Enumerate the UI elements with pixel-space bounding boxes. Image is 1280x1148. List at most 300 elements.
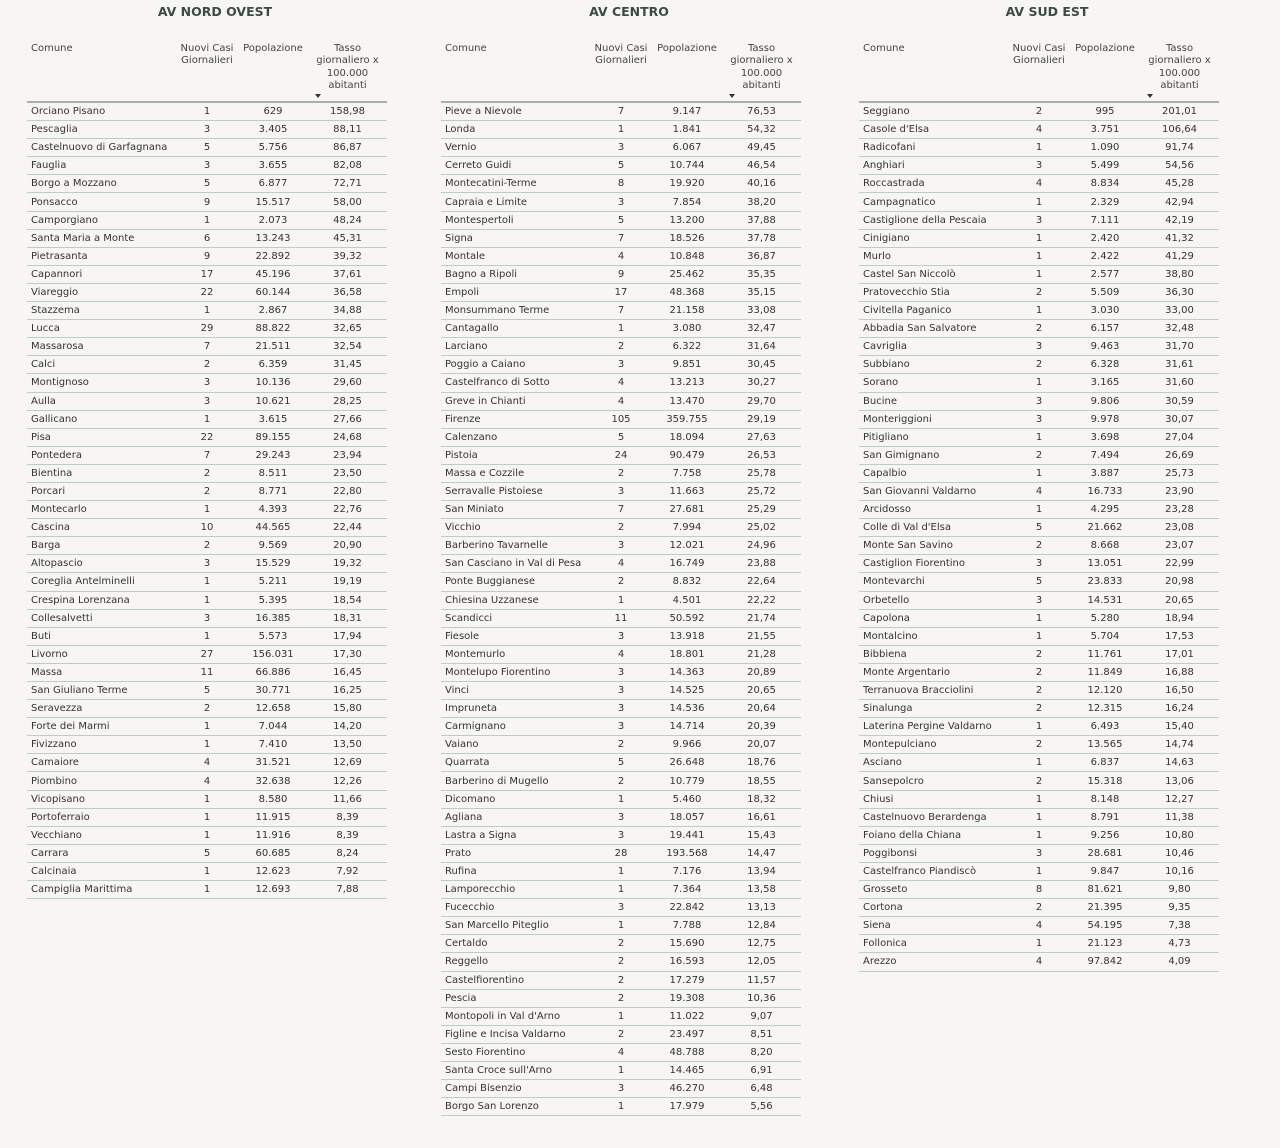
cell-rate: 8,24 xyxy=(308,844,387,862)
cell-cases: 4 xyxy=(590,645,652,663)
table-row xyxy=(27,808,387,826)
cell-rate: 15,40 xyxy=(1140,718,1219,736)
cell-cases: 5 xyxy=(176,175,238,193)
cell-cases: 28 xyxy=(590,844,652,862)
cell-rate: 17,01 xyxy=(1140,645,1219,663)
table-body xyxy=(27,102,387,899)
table-row xyxy=(27,265,387,283)
cell-cases: 3 xyxy=(1008,410,1070,428)
cell-comune: Pistoia xyxy=(441,446,590,464)
column-header-comune[interactable]: Comune xyxy=(441,24,590,102)
table-row xyxy=(441,881,801,899)
column-header-comune[interactable]: Comune xyxy=(27,24,176,102)
sort-down-icon[interactable] xyxy=(1147,94,1153,98)
cell-population: 14.525 xyxy=(652,682,722,700)
table-row xyxy=(441,609,801,627)
cell-comune: Laterina Pergine Valdarno xyxy=(859,718,1008,736)
cell-cases: 1 xyxy=(1008,627,1070,645)
table-row xyxy=(441,555,801,573)
cell-rate: 72,71 xyxy=(308,175,387,193)
cell-population: 9.978 xyxy=(1070,410,1140,428)
cell-rate: 11,38 xyxy=(1140,808,1219,826)
column-header-rate[interactable] xyxy=(308,24,387,102)
cell-comune: Camaiore xyxy=(27,754,176,772)
cell-comune: Colle di Val d'Elsa xyxy=(859,519,1008,537)
cell-comune: Castelfranco di Sotto xyxy=(441,374,590,392)
cell-cases: 1 xyxy=(176,790,238,808)
cell-cases: 4 xyxy=(1008,121,1070,139)
sort-down-icon[interactable] xyxy=(315,94,321,98)
cell-rate: 12,84 xyxy=(722,917,801,935)
table-row xyxy=(859,102,1219,121)
cell-rate: 25,73 xyxy=(1140,464,1219,482)
cell-population: 46.270 xyxy=(652,1080,722,1098)
table-row xyxy=(859,193,1219,211)
cell-cases: 5 xyxy=(590,211,652,229)
cell-rate: 23,07 xyxy=(1140,537,1219,555)
cell-cases: 3 xyxy=(1008,157,1070,175)
cell-rate: 22,22 xyxy=(722,591,801,609)
cell-comune: Montecatini-Terme xyxy=(441,175,590,193)
cell-rate: 18,32 xyxy=(722,790,801,808)
table-row xyxy=(859,899,1219,917)
cell-comune: Borgo San Lorenzo xyxy=(441,1098,590,1116)
cell-rate: 23,90 xyxy=(1140,482,1219,500)
cell-comune: San Casciano in Val di Pesa xyxy=(441,555,590,573)
cell-cases: 1 xyxy=(590,881,652,899)
table-row xyxy=(859,790,1219,808)
cell-rate: 33,08 xyxy=(722,302,801,320)
cell-population: 15.529 xyxy=(238,555,308,573)
cell-population: 14.363 xyxy=(652,663,722,681)
cell-population: 5.509 xyxy=(1070,283,1140,301)
table-row xyxy=(441,682,801,700)
cell-comune: Poggio a Caiano xyxy=(441,356,590,374)
cell-cases: 2 xyxy=(176,700,238,718)
table-row xyxy=(859,211,1219,229)
cell-rate: 31,45 xyxy=(308,356,387,374)
cell-rate: 16,24 xyxy=(1140,700,1219,718)
cell-population: 2.073 xyxy=(238,211,308,229)
cell-population: 12.658 xyxy=(238,700,308,718)
cell-population: 21.123 xyxy=(1070,935,1140,953)
table-row xyxy=(27,338,387,356)
cell-rate: 30,59 xyxy=(1140,392,1219,410)
cell-population: 9.463 xyxy=(1070,338,1140,356)
cell-rate: 16,25 xyxy=(308,682,387,700)
cell-rate: 16,61 xyxy=(722,808,801,826)
cell-population: 9.966 xyxy=(652,736,722,754)
cell-cases: 2 xyxy=(1008,283,1070,301)
table-row xyxy=(859,428,1219,446)
table-row xyxy=(859,573,1219,591)
cell-comune: Arezzo xyxy=(859,953,1008,971)
cell-rate: 11,66 xyxy=(308,790,387,808)
cell-population: 97.842 xyxy=(1070,953,1140,971)
cell-rate: 8,39 xyxy=(308,826,387,844)
header-row xyxy=(859,24,1219,102)
table-row xyxy=(859,265,1219,283)
cell-rate: 6,91 xyxy=(722,1061,801,1079)
cell-comune: Calcinaia xyxy=(27,862,176,880)
table-row xyxy=(859,627,1219,645)
table-row xyxy=(27,247,387,265)
cell-rate: 14,20 xyxy=(308,718,387,736)
column-header-population[interactable]: Popolazione xyxy=(238,24,308,102)
cell-population: 22.892 xyxy=(238,247,308,265)
cell-cases: 3 xyxy=(1008,591,1070,609)
table-row xyxy=(27,862,387,880)
cell-comune: Campiglia Marittima xyxy=(27,881,176,899)
cell-comune: San Gimignano xyxy=(859,446,1008,464)
cell-comune: Portoferraio xyxy=(27,808,176,826)
cell-comune: Santa Maria a Monte xyxy=(27,229,176,247)
table-row xyxy=(441,121,801,139)
cell-comune: Campagnatico xyxy=(859,193,1008,211)
cell-rate: 20,89 xyxy=(722,663,801,681)
cell-comune: Bientina xyxy=(27,464,176,482)
table-row xyxy=(859,157,1219,175)
column-header-population[interactable]: Popolazione xyxy=(652,24,722,102)
cell-population: 14.536 xyxy=(652,700,722,718)
cell-comune: Greve in Chianti xyxy=(441,392,590,410)
cell-population: 7.111 xyxy=(1070,211,1140,229)
table-row xyxy=(27,537,387,555)
cell-cases: 3 xyxy=(590,682,652,700)
cell-cases: 2 xyxy=(1008,700,1070,718)
cell-comune: Londa xyxy=(441,121,590,139)
column-header-cases[interactable]: Nuovi Casi Giornalieri xyxy=(176,24,238,102)
column-header-rate[interactable] xyxy=(1140,24,1219,102)
cell-comune: Orbetello xyxy=(859,591,1008,609)
table-row xyxy=(441,573,801,591)
cell-cases: 2 xyxy=(176,464,238,482)
cell-comune: Barberino Tavarnelle xyxy=(441,537,590,555)
table-row xyxy=(441,736,801,754)
cell-rate: 25,78 xyxy=(722,464,801,482)
cell-population: 5.573 xyxy=(238,627,308,645)
table-row xyxy=(859,175,1219,193)
cell-comune: Vecchiano xyxy=(27,826,176,844)
cell-cases: 7 xyxy=(590,501,652,519)
cell-comune: Sesto Fiorentino xyxy=(441,1043,590,1061)
column-header-comune[interactable]: Comune xyxy=(859,24,1008,102)
table-row xyxy=(859,121,1219,139)
cell-cases: 1 xyxy=(1008,193,1070,211)
cell-comune: Chiusi xyxy=(859,790,1008,808)
cell-comune: Sinalunga xyxy=(859,700,1008,718)
cell-population: 7.494 xyxy=(1070,446,1140,464)
cell-rate: 88,11 xyxy=(308,121,387,139)
cell-comune: Lamporecchio xyxy=(441,881,590,899)
column-header-cases[interactable]: Nuovi Casi Giornalieri xyxy=(1008,24,1070,102)
cell-population: 193.568 xyxy=(652,844,722,862)
table-row xyxy=(27,482,387,500)
table-row xyxy=(859,736,1219,754)
cell-rate: 25,29 xyxy=(722,501,801,519)
cell-comune: Piombino xyxy=(27,772,176,790)
table-row xyxy=(859,446,1219,464)
cell-population: 156.031 xyxy=(238,645,308,663)
cell-comune: Reggello xyxy=(441,953,590,971)
cell-population: 7.044 xyxy=(238,718,308,736)
cell-comune: Buti xyxy=(27,627,176,645)
cell-cases: 1 xyxy=(176,718,238,736)
cell-population: 18.057 xyxy=(652,808,722,826)
cell-comune: Fivizzano xyxy=(27,736,176,754)
cell-comune: Castel San Niccolò xyxy=(859,265,1008,283)
cell-comune: Castiglion Fiorentino xyxy=(859,555,1008,573)
cell-cases: 3 xyxy=(1008,211,1070,229)
cell-rate: 201,01 xyxy=(1140,102,1219,121)
table-row xyxy=(859,139,1219,157)
cell-cases: 4 xyxy=(590,392,652,410)
table-row xyxy=(441,989,801,1007)
cell-rate: 4,73 xyxy=(1140,935,1219,953)
cell-population: 7.364 xyxy=(652,881,722,899)
cell-rate: 54,32 xyxy=(722,121,801,139)
cell-comune: Cerreto Guidi xyxy=(441,157,590,175)
cell-population: 2.329 xyxy=(1070,193,1140,211)
cell-comune: Sorano xyxy=(859,374,1008,392)
cell-cases: 2 xyxy=(590,573,652,591)
cell-comune: Aulla xyxy=(27,392,176,410)
cell-cases: 1 xyxy=(590,320,652,338)
table-row xyxy=(441,971,801,989)
cell-comune: Santa Croce sull'Arno xyxy=(441,1061,590,1079)
cell-population: 48.368 xyxy=(652,283,722,301)
cell-rate: 9,80 xyxy=(1140,881,1219,899)
cell-comune: Ponte Buggianese xyxy=(441,573,590,591)
cell-comune: San Giuliano Terme xyxy=(27,682,176,700)
cell-comune: Montepulciano xyxy=(859,736,1008,754)
cell-population: 2.867 xyxy=(238,302,308,320)
cell-cases: 2 xyxy=(1008,537,1070,555)
cell-cases: 105 xyxy=(590,410,652,428)
table-row xyxy=(441,754,801,772)
table-row xyxy=(441,591,801,609)
cell-population: 14.714 xyxy=(652,718,722,736)
table-row xyxy=(859,881,1219,899)
cell-cases: 22 xyxy=(176,283,238,301)
cell-comune: Vinci xyxy=(441,682,590,700)
table-row xyxy=(859,392,1219,410)
table-row xyxy=(441,302,801,320)
cell-population: 7.854 xyxy=(652,193,722,211)
cell-comune: Agliana xyxy=(441,808,590,826)
table-row xyxy=(27,229,387,247)
cell-rate: 49,45 xyxy=(722,139,801,157)
cell-population: 29.243 xyxy=(238,446,308,464)
cell-rate: 23,50 xyxy=(308,464,387,482)
cell-rate: 36,30 xyxy=(1140,283,1219,301)
cell-cases: 1 xyxy=(1008,265,1070,283)
cell-rate: 86,87 xyxy=(308,139,387,157)
cell-population: 12.693 xyxy=(238,881,308,899)
table-row xyxy=(441,790,801,808)
cell-comune: Fiesole xyxy=(441,627,590,645)
cell-rate: 25,02 xyxy=(722,519,801,537)
cell-rate: 76,53 xyxy=(722,102,801,121)
table-row xyxy=(441,229,801,247)
cell-comune: Vicchio xyxy=(441,519,590,537)
cell-population: 66.886 xyxy=(238,663,308,681)
table-row xyxy=(859,826,1219,844)
cell-population: 11.761 xyxy=(1070,645,1140,663)
cell-population: 13.200 xyxy=(652,211,722,229)
table-row xyxy=(859,700,1219,718)
cell-rate: 12,27 xyxy=(1140,790,1219,808)
cell-comune: Capalbio xyxy=(859,464,1008,482)
cell-cases: 17 xyxy=(590,283,652,301)
cell-cases: 2 xyxy=(590,1025,652,1043)
cell-population: 45.196 xyxy=(238,265,308,283)
cell-cases: 3 xyxy=(590,808,652,826)
cell-rate: 27,63 xyxy=(722,428,801,446)
cell-rate: 6,48 xyxy=(722,1080,801,1098)
area-panel-1 xyxy=(441,0,797,1116)
cell-cases: 4 xyxy=(1008,953,1070,971)
cell-rate: 45,31 xyxy=(308,229,387,247)
cell-rate: 14,63 xyxy=(1140,754,1219,772)
cell-comune: Capolona xyxy=(859,609,1008,627)
cell-rate: 19,19 xyxy=(308,573,387,591)
cell-population: 21.511 xyxy=(238,338,308,356)
cell-population: 4.295 xyxy=(1070,501,1140,519)
cell-population: 15.517 xyxy=(238,193,308,211)
table-row xyxy=(859,555,1219,573)
cell-comune: Carrara xyxy=(27,844,176,862)
cell-population: 15.318 xyxy=(1070,772,1140,790)
table-row xyxy=(859,320,1219,338)
cell-comune: Civitella Paganico xyxy=(859,302,1008,320)
cell-cases: 2 xyxy=(176,356,238,374)
cell-rate: 32,47 xyxy=(722,320,801,338)
cell-cases: 1 xyxy=(176,627,238,645)
cell-rate: 35,35 xyxy=(722,265,801,283)
table-row xyxy=(27,555,387,573)
cell-population: 14.465 xyxy=(652,1061,722,1079)
table-row xyxy=(441,283,801,301)
cell-rate: 10,16 xyxy=(1140,862,1219,880)
cell-comune: Gallicano xyxy=(27,410,176,428)
cell-rate: 91,74 xyxy=(1140,139,1219,157)
cell-comune: Empoli xyxy=(441,283,590,301)
cell-population: 5.704 xyxy=(1070,627,1140,645)
cell-population: 12.120 xyxy=(1070,682,1140,700)
cell-rate: 38,20 xyxy=(722,193,801,211)
cell-rate: 27,04 xyxy=(1140,428,1219,446)
cell-rate: 13,13 xyxy=(722,899,801,917)
cell-comune: Livorno xyxy=(27,645,176,663)
cell-comune: Cavriglia xyxy=(859,338,1008,356)
cell-cases: 11 xyxy=(590,609,652,627)
cell-comune: Castelnuovo di Garfagnana xyxy=(27,139,176,157)
table-row xyxy=(441,844,801,862)
cell-population: 19.441 xyxy=(652,826,722,844)
table-row xyxy=(441,537,801,555)
column-header-cases[interactable]: Nuovi Casi Giornalieri xyxy=(590,24,652,102)
cell-cases: 3 xyxy=(176,374,238,392)
cell-cases: 3 xyxy=(1008,338,1070,356)
table-row xyxy=(859,356,1219,374)
cell-rate: 106,64 xyxy=(1140,121,1219,139)
cell-cases: 1 xyxy=(1008,935,1070,953)
cell-comune: Vernio xyxy=(441,139,590,157)
cell-population: 9.569 xyxy=(238,537,308,555)
cell-population: 44.565 xyxy=(238,519,308,537)
cell-population: 9.147 xyxy=(652,102,722,121)
cell-population: 3.405 xyxy=(238,121,308,139)
cell-cases: 1 xyxy=(590,121,652,139)
data-table xyxy=(859,24,1219,972)
cell-cases: 1 xyxy=(176,102,238,121)
cell-rate: 30,45 xyxy=(722,356,801,374)
table-row xyxy=(441,464,801,482)
table-row xyxy=(859,519,1219,537)
cell-cases: 1 xyxy=(1008,754,1070,772)
cell-rate: 21,28 xyxy=(722,645,801,663)
cell-comune: Bibbiena xyxy=(859,645,1008,663)
column-header-population[interactable]: Popolazione xyxy=(1070,24,1140,102)
cell-comune: Castelnuovo Berardenga xyxy=(859,808,1008,826)
sort-down-icon[interactable] xyxy=(729,94,735,98)
cell-population: 60.685 xyxy=(238,844,308,862)
cell-comune: San Marcello Piteglio xyxy=(441,917,590,935)
cell-cases: 2 xyxy=(1008,645,1070,663)
cell-population: 6.493 xyxy=(1070,718,1140,736)
cell-population: 60.144 xyxy=(238,283,308,301)
cell-rate: 30,27 xyxy=(722,374,801,392)
cell-cases: 3 xyxy=(590,718,652,736)
cell-cases: 1 xyxy=(176,302,238,320)
table-row xyxy=(27,754,387,772)
cell-rate: 12,26 xyxy=(308,772,387,790)
table-row xyxy=(27,682,387,700)
table-row xyxy=(859,917,1219,935)
column-header-rate[interactable] xyxy=(722,24,801,102)
cell-cases: 5 xyxy=(1008,573,1070,591)
cell-comune: Abbadia San Salvatore xyxy=(859,320,1008,338)
cell-rate: 18,76 xyxy=(722,754,801,772)
cell-rate: 37,88 xyxy=(722,211,801,229)
cell-rate: 10,80 xyxy=(1140,826,1219,844)
cell-population: 4.501 xyxy=(652,591,722,609)
cell-population: 11.915 xyxy=(238,808,308,826)
cell-rate: 31,64 xyxy=(722,338,801,356)
cell-rate: 37,78 xyxy=(722,229,801,247)
cell-rate: 8,39 xyxy=(308,808,387,826)
cell-population: 9.847 xyxy=(1070,862,1140,880)
cell-cases: 1 xyxy=(176,881,238,899)
cell-rate: 22,76 xyxy=(308,501,387,519)
table-row xyxy=(441,700,801,718)
cell-comune: Monte Argentario xyxy=(859,663,1008,681)
table-row xyxy=(441,193,801,211)
cell-population: 18.801 xyxy=(652,645,722,663)
table-row xyxy=(27,663,387,681)
cell-comune: Serravalle Pistoiese xyxy=(441,482,590,500)
cell-cases: 2 xyxy=(590,971,652,989)
cell-cases: 7 xyxy=(590,102,652,121)
cell-population: 19.308 xyxy=(652,989,722,1007)
cell-comune: Scandicci xyxy=(441,609,590,627)
cell-cases: 1 xyxy=(176,573,238,591)
cell-population: 3.698 xyxy=(1070,428,1140,446)
cell-population: 3.165 xyxy=(1070,374,1140,392)
cell-cases: 1 xyxy=(1008,718,1070,736)
cell-population: 7.410 xyxy=(238,736,308,754)
